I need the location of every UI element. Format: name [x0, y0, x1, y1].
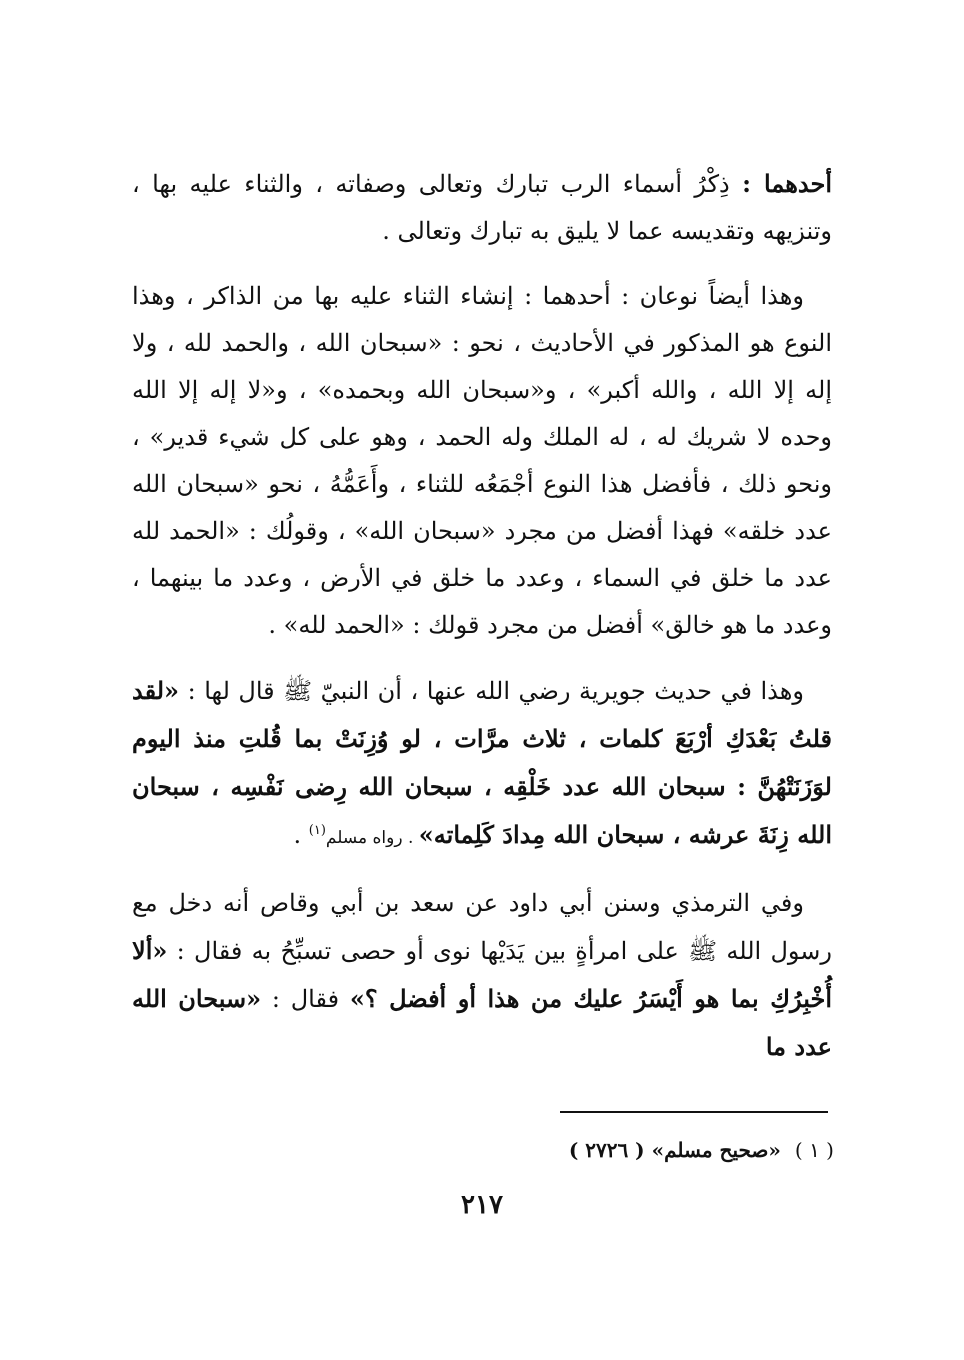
paragraph-3-hadith-quote: «لقد قلتُ بَعْدَكِ أرْبَعَ كلمات ، ثلاث مرَّات ، لو وُزِنَتْ بما قُلتِ منذ اليوم لوَزَنَتْهُنَّ : سبحان الله عدد خَلْقِه ، سبحان الله رِضى نَفْسِه ، سبحان الله زِنَةَ عرشه ، سبحان الله مِدادَ كَلِماته»	[132, 676, 832, 849]
paragraph-3-source: . رواه مسلم	[325, 828, 419, 848]
paragraph-3	[132, 667, 832, 862]
paragraph-4-quote: «ألا أُخْبِرُكِ بما هو أَيْسَرُ عليك من هذا أو أفضل ؟»	[132, 936, 832, 1013]
paragraph-1-text: ذِكْرُ أسماء الرب تبارك وتعالى وصفاته ، والثناء عليه بها ، وتنزيهه وتقديسه عما لا يليق به تبارك وتعالى .	[132, 170, 832, 245]
footnote-number: ( ١ )	[794, 1138, 834, 1162]
paragraph-3-end: .	[293, 821, 309, 849]
footnote-reference: (١)	[308, 823, 326, 838]
paragraph-2	[132, 273, 832, 649]
main-text	[132, 160, 832, 1089]
footnote-divider	[560, 1111, 828, 1113]
paragraph-4-middle: فقال :	[261, 985, 350, 1013]
paragraph-1	[132, 160, 832, 255]
paragraph-1-lead: أحدهما :	[742, 169, 832, 198]
paragraph-4	[132, 880, 832, 1071]
footnote-text: «صحيح مسلم» ( ٢٧٢٦ )	[568, 1138, 781, 1162]
paragraph-4-intro: وفي الترمذي وسنن أبي داود عن سعد بن أبي وقاص أنه دخل مع رسول الله ﷺ على امرأةٍ بين يَدَيْها نوى أو حصى تسبِّحُ به فقال :	[132, 889, 832, 965]
paragraph-2-text: وهذا أيضاً نوعان : أحدهما : إنشاء الثناء عليه بها من الذاكر ، وهذا النوع هو المذكور في الأحاديث ، نحو : «سبحان الله ، والحمد لله ، ولا إله إلا الله ، والله أكبر» ، و«سبحان الله وبحمده» ، و«لا إله إلا الله وحده لا شريك له ، له الملك وله الحمد ، وهو على كل شيء قدير» ، ونحو ذلك ، فأفضل هذا النوع أجْمَعُه للثناء ، وأَعَمُّهُ ، نحو «سبحان الله عدد خلقه» فهذا أفضل من مجرد «سبحان الله» ، وقولُك : «الحمد لله عدد ما خلق في السماء ، وعدد ما خلق في الأرض ، وعدد ما بينهما ، وعدد ما هو خالق» أفضل من مجرد قولك : «الحمد لله» .	[132, 282, 832, 639]
page-number: ٢١٧	[461, 1190, 503, 1220]
footnote	[569, 1138, 834, 1162]
paragraph-3-intro: وهذا في حديث جويرية رضي الله عنها ، أن النبيّ ﷺ قال لها :	[179, 677, 804, 705]
paragraph-4-quote-2: «سبحان الله عدد ما	[132, 984, 832, 1061]
